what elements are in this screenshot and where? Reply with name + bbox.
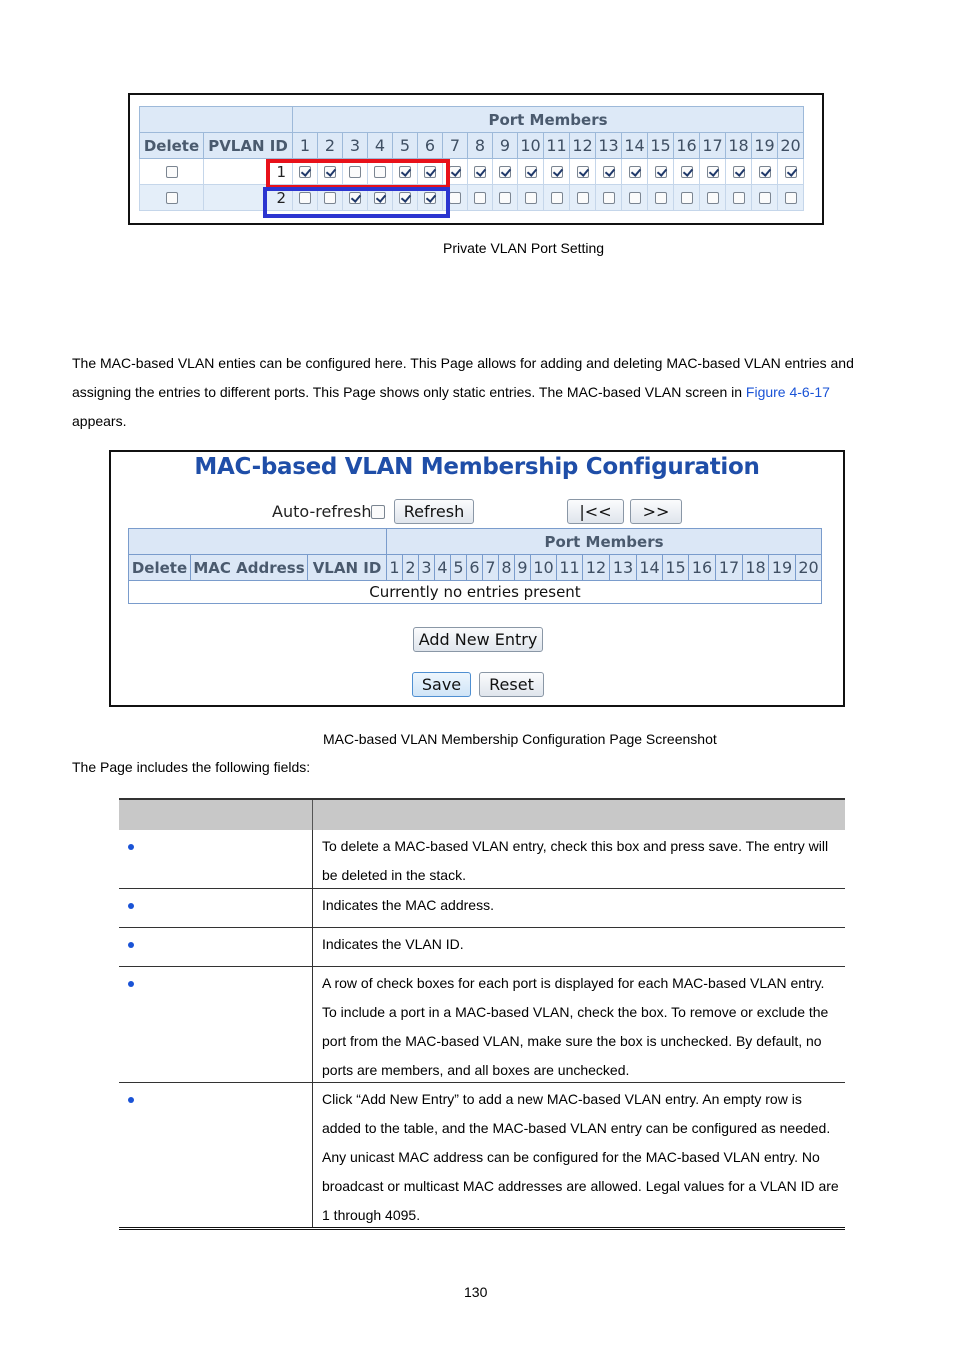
port-member-cell	[544, 159, 570, 185]
delete-checkbox[interactable]	[166, 166, 178, 178]
figure2-caption: MAC-based VLAN Membership Configuration Page Screenshot	[323, 731, 717, 747]
port-number-header: 16	[689, 555, 716, 581]
port-member-checkbox[interactable]	[474, 192, 486, 204]
field-row	[119, 830, 845, 889]
port-member-cell	[778, 159, 804, 185]
pvlan-id-cell: 2	[204, 185, 293, 211]
mac-vlan-table	[128, 528, 822, 604]
field-row	[119, 928, 845, 967]
bullet-icon	[128, 981, 134, 987]
first-page-button[interactable]: |<<	[567, 499, 624, 524]
port-number-header: 5	[393, 133, 418, 159]
port-number-header: 13	[610, 555, 637, 581]
auto-refresh-label: Auto-refresh	[272, 502, 372, 521]
port-member-checkbox[interactable]	[681, 166, 693, 178]
port-member-cell	[752, 159, 778, 185]
field-description: Indicates the VLAN ID.	[322, 936, 464, 952]
port-member-checkbox[interactable]	[551, 192, 563, 204]
next-page-button[interactable]: >>	[630, 499, 682, 524]
row2-highlight-box	[263, 187, 450, 218]
intro-line-3: appears.	[72, 413, 127, 429]
port-member-cell	[622, 159, 648, 185]
port-member-cell	[493, 185, 518, 211]
port-member-cell	[700, 159, 726, 185]
intro-line-2-text: assigning the entries to different ports. This Page shows only static entries. The MAC-based VLAN screen in	[72, 384, 746, 400]
port-number-header: 17	[716, 555, 743, 581]
port-number-header: 4	[368, 133, 393, 159]
port-member-cell	[674, 185, 700, 211]
port-number-header: 12	[583, 555, 610, 581]
port-number-header: 20	[778, 133, 804, 159]
port-member-checkbox[interactable]	[785, 192, 797, 204]
empty-message: Currently no entries present	[129, 581, 822, 604]
port-number-header: 19	[752, 133, 778, 159]
port-member-checkbox[interactable]	[733, 166, 745, 178]
port-number-header: 16	[674, 133, 700, 159]
port-number-header: 8	[499, 555, 515, 581]
port-number-header: 15	[648, 133, 674, 159]
port-number-header: 18	[743, 555, 769, 581]
port-member-cell	[622, 185, 648, 211]
port-number-header: 14	[637, 555, 663, 581]
bullet-icon	[128, 844, 134, 850]
port-member-checkbox[interactable]	[707, 192, 719, 204]
page-number: 130	[464, 1284, 488, 1300]
mac-vlan-screenshot	[109, 450, 845, 707]
port-number-header: 1	[387, 555, 403, 581]
port-member-checkbox[interactable]	[629, 192, 641, 204]
mac-address-header: MAC Address	[191, 555, 308, 581]
port-member-cell	[468, 185, 493, 211]
bullet-icon	[128, 1097, 134, 1103]
port-number-header: 3	[419, 555, 435, 581]
port-member-cell	[778, 185, 804, 211]
port-member-cell	[544, 185, 570, 211]
port-number-header: 11	[544, 133, 570, 159]
port-member-checkbox[interactable]	[681, 192, 693, 204]
intro-paragraph	[72, 349, 892, 436]
port-number-header: 14	[622, 133, 648, 159]
bullet-icon	[128, 903, 134, 909]
reset-button[interactable]: Reset	[479, 672, 544, 697]
delete-cell	[140, 159, 204, 185]
port-member-checkbox[interactable]	[655, 166, 667, 178]
auto-refresh-checkbox[interactable]	[371, 505, 385, 519]
field-description: To delete a MAC-based VLAN entry, check this box and press save. The entry will be deleted in the stack.	[322, 838, 829, 883]
port-member-cell	[570, 159, 596, 185]
mac-port-members-header: Port Members	[387, 529, 822, 555]
page-title: MAC-based VLAN Membership Configuration	[194, 454, 760, 480]
port-member-checkbox[interactable]	[603, 192, 615, 204]
port-member-checkbox[interactable]	[474, 166, 486, 178]
port-member-checkbox[interactable]	[733, 192, 745, 204]
field-row	[119, 889, 845, 928]
delete-cell	[140, 185, 204, 211]
port-member-checkbox[interactable]	[551, 166, 563, 178]
port-member-cell	[518, 185, 544, 211]
mac-delete-header: Delete	[129, 555, 191, 581]
port-number-header: 1	[293, 133, 318, 159]
port-number-header: 17	[700, 133, 726, 159]
port-number-header: 10	[518, 133, 544, 159]
port-member-cell	[700, 185, 726, 211]
save-button[interactable]: Save	[412, 672, 471, 697]
port-member-checkbox[interactable]	[785, 166, 797, 178]
add-new-entry-button[interactable]: Add New Entry	[413, 627, 543, 652]
port-number-header: 15	[663, 555, 689, 581]
table-bottom-rule	[119, 1227, 845, 1230]
port-member-checkbox[interactable]	[449, 192, 461, 204]
port-member-cell	[596, 159, 622, 185]
port-member-checkbox[interactable]	[707, 166, 719, 178]
port-number-header: 18	[726, 133, 752, 159]
private-vlan-screenshot	[128, 93, 824, 225]
port-member-checkbox[interactable]	[759, 166, 771, 178]
port-member-cell	[752, 185, 778, 211]
port-number-header: 11	[557, 555, 583, 581]
delete-header: Delete	[140, 133, 204, 159]
port-number-header: 9	[493, 133, 518, 159]
port-number-header: 7	[443, 133, 468, 159]
port-member-checkbox[interactable]	[655, 192, 667, 204]
port-member-cell	[596, 185, 622, 211]
port-number-header: 7	[483, 555, 499, 581]
port-members-header: Port Members	[293, 107, 804, 133]
port-member-checkbox[interactable]	[525, 192, 537, 204]
port-number-header: 6	[418, 133, 443, 159]
field-row	[119, 967, 845, 1083]
port-member-cell	[648, 159, 674, 185]
field-row	[119, 1083, 845, 1227]
vlan-id-header: VLAN ID	[308, 555, 387, 581]
port-member-cell	[570, 185, 596, 211]
row1-highlight-box	[266, 159, 450, 189]
private-vlan-table	[139, 106, 804, 211]
port-member-checkbox[interactable]	[577, 166, 589, 178]
fields-intro: The Page includes the following fields:	[72, 759, 311, 775]
port-member-checkbox[interactable]	[603, 166, 615, 178]
pvlan-id-cell: 1	[204, 159, 293, 185]
field-description: Indicates the MAC address.	[322, 897, 494, 913]
port-number-header: 9	[515, 555, 531, 581]
figure1-caption: Private VLAN Port Setting	[443, 240, 605, 256]
port-member-cell	[493, 159, 518, 185]
refresh-button[interactable]: Refresh	[394, 499, 474, 524]
port-member-checkbox[interactable]	[629, 166, 641, 178]
intro-line-2	[72, 378, 892, 407]
bullet-icon	[128, 942, 134, 948]
port-number-header: 19	[769, 555, 796, 581]
port-member-cell	[648, 185, 674, 211]
intro-line-1: The MAC-based VLAN enties can be configured here. This Page allows for adding and deleting MAC-based VLAN entries and	[72, 355, 854, 371]
port-number-header: 6	[467, 555, 483, 581]
delete-checkbox[interactable]	[166, 192, 178, 204]
port-member-checkbox[interactable]	[759, 192, 771, 204]
port-number-header: 2	[318, 133, 343, 159]
port-member-checkbox[interactable]	[499, 166, 511, 178]
port-number-header: 3	[343, 133, 368, 159]
figure-link[interactable]: Figure 4-6-17	[745, 384, 830, 400]
port-member-cell	[726, 159, 752, 185]
field-description: A row of check boxes for each port is displayed for each MAC-based VLAN entry. To include a port in a MAC-based VLAN, check the box. To remove or exclude the port from the MAC-based VLAN, make sure the box is unchecked. By default, no ports are members, and all boxes are unchecked.	[322, 975, 829, 1078]
port-number-header: 13	[596, 133, 622, 159]
port-member-checkbox[interactable]	[449, 166, 461, 178]
port-member-checkbox[interactable]	[525, 166, 537, 178]
port-number-header: 10	[531, 555, 557, 581]
port-member-cell	[674, 159, 700, 185]
field-description: Click “Add New Entry” to add a new MAC-based VLAN entry. An empty row is added to the table, and the MAC-based VLAN entry can be configured as needed. Any unicast MAC address can be configured for the MAC-based VLAN entry. No broadcast or multicast MAC addresses are allowed. Legal values for a VLAN ID are 1 through 4095.	[322, 1091, 839, 1223]
port-member-cell	[726, 185, 752, 211]
port-number-header: 4	[435, 555, 451, 581]
port-number-header: 5	[451, 555, 467, 581]
fields-table-header	[119, 798, 845, 830]
port-member-checkbox[interactable]	[499, 192, 511, 204]
pvlan-id-header: PVLAN ID	[204, 133, 293, 159]
port-member-cell	[468, 159, 493, 185]
port-number-header: 8	[468, 133, 493, 159]
port-member-checkbox[interactable]	[577, 192, 589, 204]
port-number-header: 12	[570, 133, 596, 159]
port-member-cell	[518, 159, 544, 185]
port-number-header: 20	[796, 555, 822, 581]
port-number-header: 2	[403, 555, 419, 581]
